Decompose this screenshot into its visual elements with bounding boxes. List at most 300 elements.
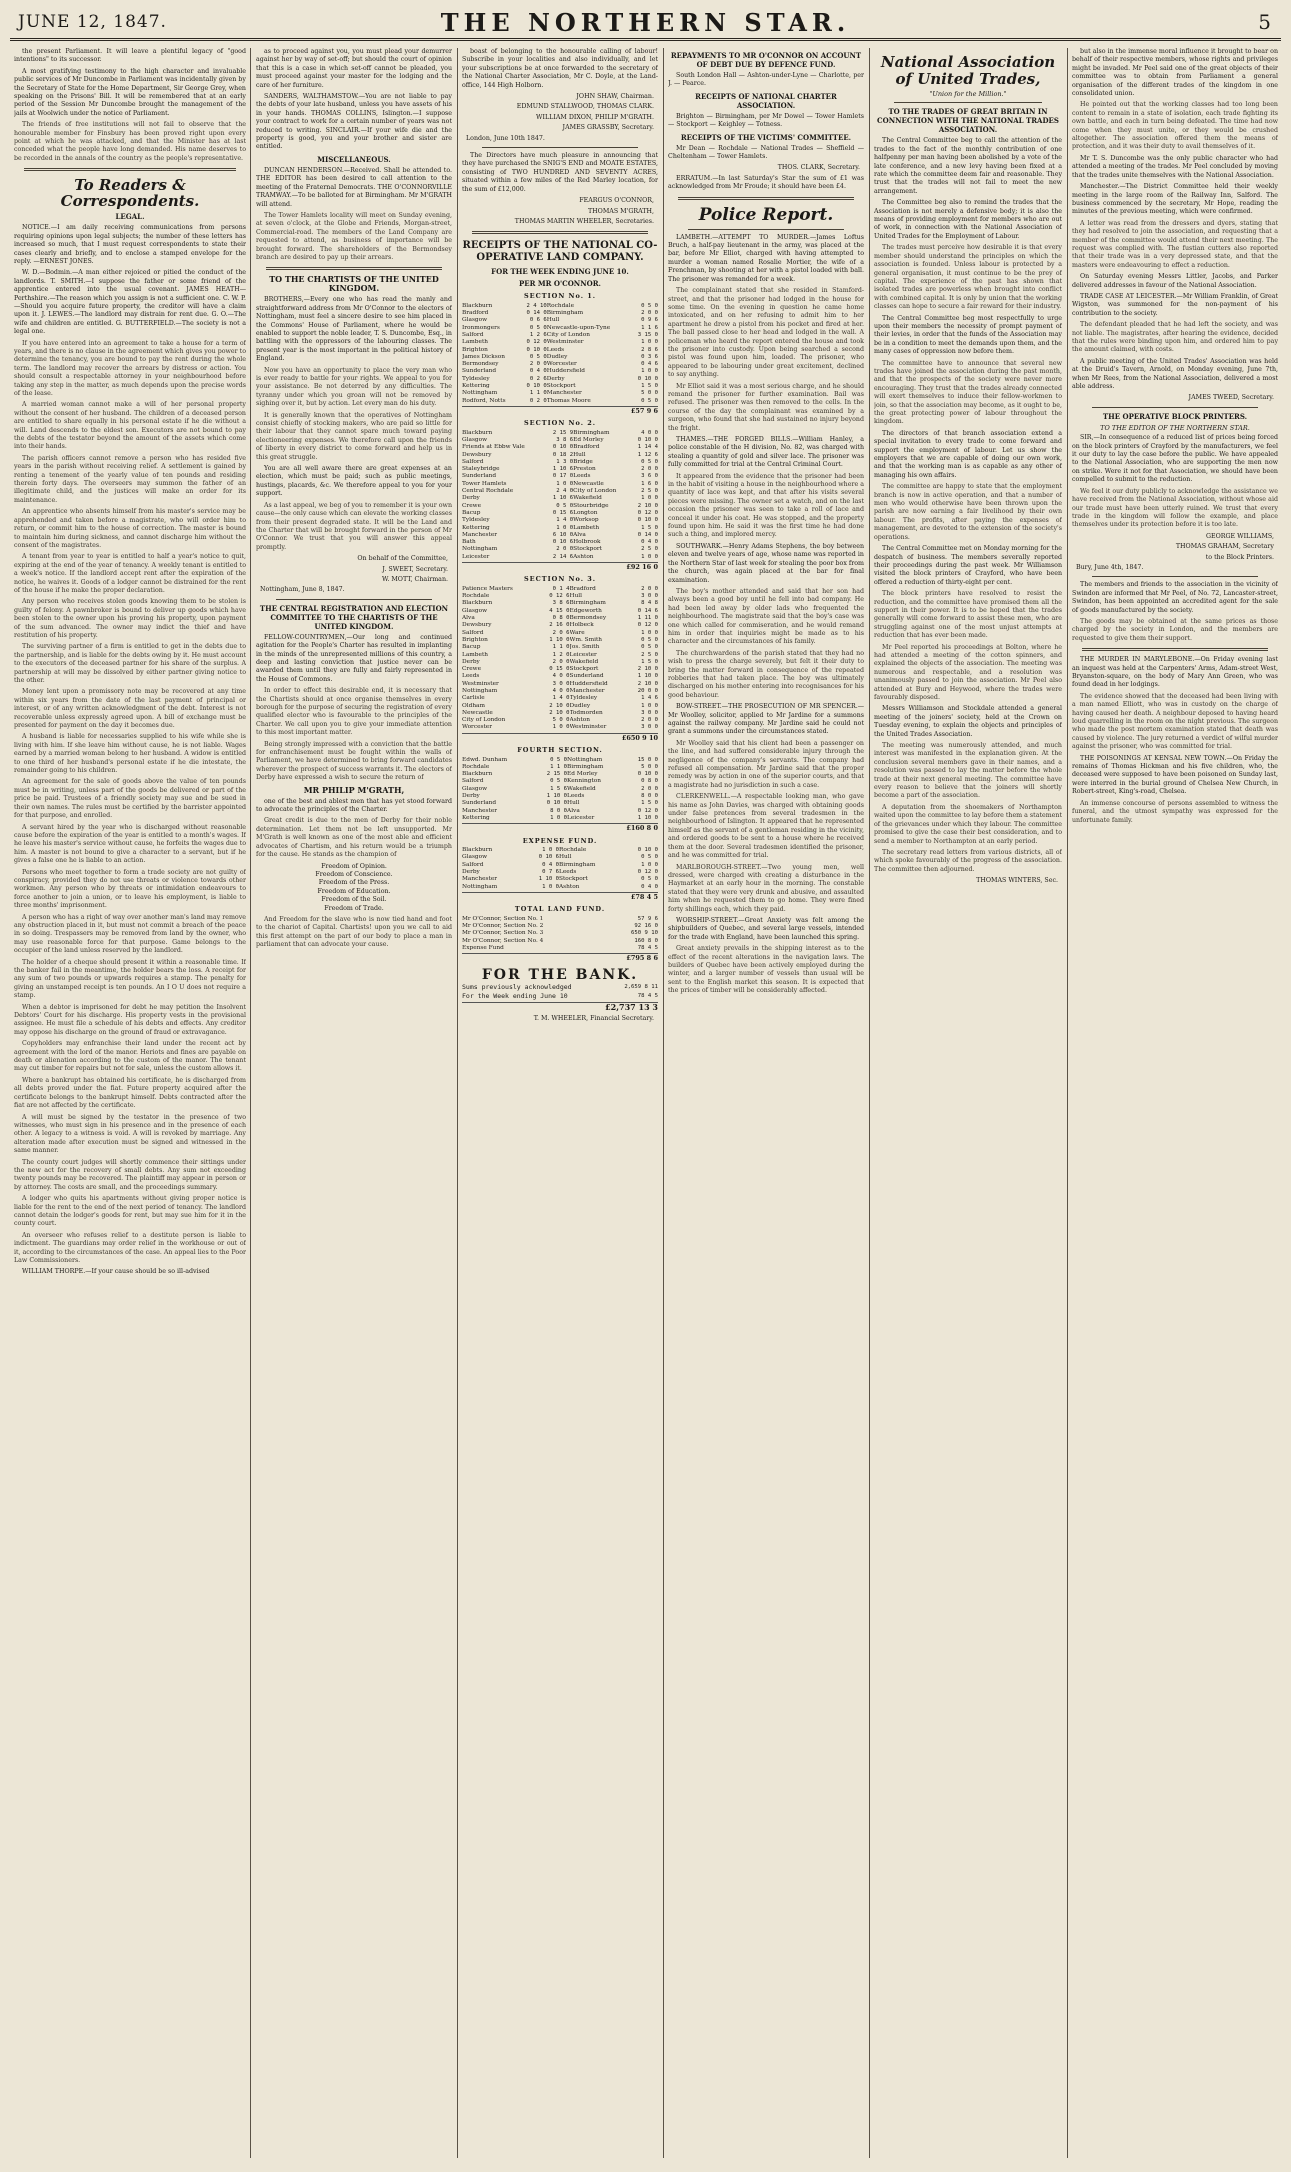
- amount-cell: 1 10 6: [552, 495, 574, 502]
- amount-cell: 1 0 0: [641, 495, 658, 502]
- amount-cell: 20 0 0: [637, 688, 658, 694]
- amount-cell: 2 10 0: [549, 702, 570, 709]
- place-cell: Kettering: [462, 814, 490, 821]
- filler-paragraph: The churchwardens of the parish stated that they had no wish to press the charge severely, but felt it their duty to bring the matter forward in consequence of the repeated robberies that had taken place. The boy was ultimately discharged on his mother entering into recognisances for his good behaviour.: [668, 649, 864, 699]
- section-total: £160 8 0: [462, 823, 658, 832]
- amount-cell: 1 10 0: [538, 876, 559, 883]
- correspondents-heading: To Readers & Correspondents.: [60, 176, 200, 211]
- place-cell: Mr O'Connor, Section No. 3: [462, 930, 544, 937]
- section-heading: SECTION No. 3.: [523, 575, 597, 584]
- freedom-item: Freedom of the Soil.: [321, 896, 387, 904]
- amount-cell: 2 5 0: [641, 651, 658, 658]
- amount-cell: 650 9 10: [631, 930, 658, 937]
- amount-cell: 0 5 0: [641, 397, 658, 404]
- place-cell: Leeds: [546, 346, 565, 353]
- amount-cell: 1 0 0: [641, 339, 658, 346]
- place-cell: Wakefield: [573, 495, 602, 502]
- column-6: [1072, 48, 1278, 2158]
- place-cell: Glasgow: [462, 854, 488, 861]
- amount-cell: 0 10 0: [637, 375, 658, 382]
- expense-row: [462, 854, 658, 861]
- place-cell: Dudley: [546, 353, 568, 360]
- amount-cell: 0 17 0: [552, 473, 574, 480]
- repayments-list: South London Hall — Ashton-under-Lyne — Charlotte, per J. — Pearce.: [668, 72, 864, 88]
- police-report-heading: Police Report.: [698, 204, 834, 225]
- amount-cell: 92 16 0: [634, 922, 658, 929]
- place-cell: Manchester: [462, 876, 498, 883]
- amount-cell: 0 12 0: [637, 868, 658, 875]
- amount-cell: 0 10 6: [552, 539, 574, 546]
- place-cell: Glasgow: [462, 785, 488, 792]
- receipt-row: [462, 398, 658, 405]
- receipt-row: [462, 525, 658, 532]
- amount-cell: 8 0 0: [641, 793, 658, 800]
- receipts-heading: RECEIPTS OF THE NATIONAL CO-OPERATIVE LAND COMPANY.: [462, 240, 658, 264]
- divider: [1092, 576, 1258, 577]
- column-3: [462, 48, 658, 2158]
- amount-cell: 1 0 0: [552, 724, 570, 731]
- receipt-row: [462, 710, 658, 717]
- charter-receipts-list: Brighton — Birmingham, per Mr Dowel — Tower Hamlets — Stockport — Keighley — Totness.: [668, 112, 864, 129]
- signatory: EDMUND STALLWOOD, THOMAS CLARK.: [516, 103, 654, 111]
- section-heading: FOURTH SECTION.: [517, 746, 603, 755]
- signatory: JOHN SHAW, Chairman.: [576, 93, 654, 101]
- trades-signature: THOMAS WINTERS, Sec.: [976, 877, 1058, 885]
- amount-cell: 0 2 6: [529, 375, 547, 382]
- amount-cell: 2 10 0: [549, 709, 570, 716]
- place-cell: Crewe: [462, 666, 482, 673]
- total-row: [462, 930, 658, 937]
- misc-notices: DUNCAN HENDERSON.—Received. Shall be attended to. THE EDITOR has been desired to call attention to the meeting of the Fraternal Democrats. THE O'CONNORVILLE TRAMWAY.—To be balloted for at Birmingham. Mr M'GRATH will attend.: [256, 166, 452, 208]
- receipt-row: [462, 390, 658, 397]
- receipt-row: [462, 554, 658, 561]
- legal-answers: W. D.—Bodmin.—A man either rejoiced or pitied the conduct of the landlords. T. SMITH.—I suppose the father or some friend of the apprentice entered into the usual covenant. JAMES HEATH—Perthshire.—The reason which you assign is not a sufficient one. C. W. P.—Should you acquire future property, the creditor will have a claim upon it. J. LEWES.—The landlord may distrain for rent due. G. O.—The wife and children are entitled. G. BUTTERFIELD.—The society is not a legal one.: [14, 269, 246, 336]
- more-answers: SANDERS, WALTHAMSTOW.—You are not liable to pay the debts of your late husband, unless you have assets of his in your hands. THOMAS COLLINS, Islington.—I suppose your contract to work for a certain number of years was not reduced to writing. SINCLAIR.—If your wife die and the property is good, you and your brother and sister are entitled.: [256, 93, 452, 151]
- place-cell: Glasgow: [462, 436, 488, 443]
- amount-cell: 0 10 6: [538, 854, 559, 861]
- notice-signature: THOMAS M'GRATH,: [587, 207, 654, 215]
- column-4: [668, 48, 864, 2158]
- place-cell: Wm. Smith: [569, 636, 603, 643]
- place-cell: Blackburn: [462, 302, 493, 309]
- place-cell: Blackburn: [462, 847, 493, 854]
- registration-heading: THE CENTRAL REGISTRATION AND ELECTION COMMITTEE TO THE CHARTISTS OF THE UNITED KINGDOM.: [259, 603, 449, 631]
- bank-row: [462, 983, 658, 992]
- place-cell: City of London: [546, 331, 590, 338]
- receipt-row: [462, 600, 658, 607]
- amount-cell: 1 5 0: [641, 800, 658, 807]
- place-cell: Patience Masters: [462, 585, 513, 592]
- amount-cell: 8 0 0: [550, 807, 568, 814]
- receipts-subheading: FOR THE WEEK ENDING JUNE 10.: [491, 267, 629, 277]
- amount-cell: 1 1 0: [552, 644, 570, 651]
- notice-signature: THOMAS MARTIN WHEELER, Secretaries.: [514, 217, 654, 225]
- amount-cell: 1 2 6: [529, 331, 547, 338]
- amount-cell: 2 8 6: [641, 346, 658, 353]
- place-cell: Bath: [462, 539, 476, 546]
- amount-cell: 4 0 0: [641, 429, 658, 436]
- misc-label: MISCELLANEOUS.: [317, 154, 391, 164]
- amount-cell: 0 5 0: [641, 458, 658, 465]
- place-cell: Staleybridge: [462, 466, 500, 473]
- place-cell: Ware: [569, 629, 585, 636]
- amount-cell: 2 5 0: [641, 488, 658, 495]
- amount-cell: 2 0 0: [641, 466, 658, 473]
- amount-cell: 1 0 0: [556, 524, 574, 531]
- place-cell: Wakefield: [569, 658, 599, 665]
- receipt-row: [462, 757, 658, 764]
- receipt-row: [462, 466, 658, 473]
- receipt-row: [462, 452, 658, 459]
- filler-paragraph: A letter was read from the dressers and dyers, stating that they had resolved to join the association, and requesting that a member of the committee would attend their next meeting. The request was complied with. The fustian cutters also reported that their trade was in a very depressed state, and that the masters were endeavouring to effect a reduction.: [1072, 219, 1278, 269]
- amount-cell: 78 4 5: [637, 992, 658, 999]
- printers-signature: to the Block Printers.: [1205, 553, 1274, 561]
- amount-cell: 3 8 6: [552, 600, 570, 607]
- place-cell: Rochdale: [462, 763, 490, 770]
- secretary-signature: JAMES TWEED, Secretary.: [1188, 394, 1274, 402]
- receipt-row: [462, 368, 658, 375]
- filler-paragraph: The evidence showed that the deceased had been living with a man named Elliott, who was in custody on the charge of having caused her death. A neighbour deposed to having heard loud quarrelling in the room on the night previous. The surgeon who made the post mortem examination stated that death was caused by violence. The jury returned a verdict of wilful murder against the prisoner, who was committed for trial.: [1072, 692, 1278, 751]
- filler-paragraph: We feel it our duty publicly to acknowledge the assistance we have received from the National Association, without whose aid our trade must have been utterly ruined. We trust that every trade in the kingdom will follow the example, and place themselves under its protection before it is too late.: [1072, 487, 1278, 529]
- amount-cell: 2 4 10: [526, 302, 547, 309]
- expense-row: [462, 876, 658, 883]
- amount-cell: 2 0 0: [641, 785, 658, 792]
- amount-cell: 0 4 0: [641, 539, 658, 546]
- amount-cell: 3 0 0: [641, 593, 658, 600]
- divider: [688, 229, 844, 230]
- place-cell: Derby: [462, 658, 480, 665]
- amount-cell: 0 12 6: [549, 593, 570, 600]
- amount-cell: 2 0 0: [641, 717, 658, 724]
- section-table: [462, 757, 658, 823]
- receipt-row: [462, 666, 658, 673]
- freedom-item: Freedom of Education.: [317, 887, 391, 895]
- saturday-report: On Saturday evening Messrs Littler, Jacobs, and Parker delivered addresses in favour of the National Association.: [1072, 273, 1278, 289]
- filler-paragraph: It is generally known that the operatives of Nottingham consist chiefly of stocking makers, who are paid so little for their labour that they cannot spare much toward paying electioneering expenses. We therefore call upon the friends of liberty in every district to come forward and help us in this great struggle.: [256, 411, 452, 461]
- section-total: £650 9 10: [462, 733, 658, 742]
- amount-cell: 4 15 0: [549, 607, 570, 614]
- place-cell: Birmingham: [569, 600, 606, 607]
- place-cell: Sunderland: [462, 800, 497, 807]
- place-cell: Friends at Ebbw Vale: [462, 444, 525, 451]
- amount-cell: 2 14 6: [552, 553, 574, 560]
- amount-cell: 0 4 0: [641, 883, 658, 890]
- place-cell: Stourbridge: [573, 502, 609, 509]
- receipt-row: [462, 637, 658, 644]
- place-cell: Lambeth: [462, 651, 489, 658]
- amount-cell: 2 10 0: [637, 502, 658, 509]
- receipt-row: [462, 376, 658, 383]
- receipt-row: [462, 659, 658, 666]
- amount-cell: 1 11 0: [637, 615, 658, 622]
- receipt-row: [462, 339, 658, 346]
- amount-cell: 0 8 0: [552, 615, 570, 622]
- receipt-row: [462, 717, 658, 724]
- receipt-row: [462, 332, 658, 339]
- receipt-row: [462, 793, 658, 800]
- place-cell: Oldham: [462, 702, 486, 709]
- filler-paragraph: It appeared from the evidence that the prisoner had been in the habit of visiting a house in the neighbourhood where a quantity of lace was kept, and that after his visits several pieces were missing. The owner set a watch, and on the last occasion the prisoner was seen to take a roll of lace and conceal it under his coat. He was stopped, and the property found upon him. He said it was the first time he had done such a thing, and implored mercy.: [668, 472, 864, 539]
- place-cell: Westminster: [546, 339, 584, 346]
- amount-cell: 1 10 0: [549, 636, 570, 643]
- place-cell: Newcastle-upon-Tyne: [546, 324, 611, 331]
- victims-heading: RECEIPTS OF THE VICTIMS' COMMITTEE.: [680, 132, 852, 142]
- receipt-row: [462, 652, 658, 659]
- receipt-row: [462, 771, 658, 778]
- amount-cell: 0 7 6: [542, 868, 559, 875]
- divider: [1082, 648, 1268, 651]
- address-expenses: You are all well aware there are great expenses at an election, which must be paid; such as public meetings, hustings, placards, &c. We therefore appeal to you for your support.: [256, 465, 452, 498]
- police-worship-street: WORSHIP-STREET.—Great Anxiety was felt among the shipbuilders of Quebec, and several large vessels, intended for the trade with England, have been launched this spring.: [668, 916, 864, 941]
- police-southwark: SOUTHWARK.—Henry Adams Stephens, the boy between eleven and twelve years of age, whose name was reported in the Northern Star of last week for stealing the poor box from the church, was again placed at the bar for final examination.: [668, 542, 864, 584]
- amount-cell: 3 0 0: [641, 724, 658, 731]
- column-rule: [457, 48, 458, 2158]
- trades-paragraph: The Central Committee met on Monday morning for the despatch of business. The members severally reported their proceedings during the past week. Mr Williamson visited the block printers of Crayford, who have been offered a reduction of thirty-eight per cent.: [874, 545, 1062, 586]
- place-cell: Ashton: [573, 553, 594, 560]
- notice-signature: FEARGUS O'CONNOR,: [579, 197, 654, 205]
- place-cell: Ed Morley: [573, 436, 604, 443]
- amount-cell: 0 12 0: [637, 807, 658, 814]
- place-cell: Huddersfield: [546, 368, 586, 375]
- amount-cell: 5 0 0: [552, 717, 570, 724]
- place-cell: Rochdale: [546, 302, 575, 309]
- place-cell: Dewsbury: [462, 451, 492, 458]
- divider: [24, 168, 236, 171]
- place-cell: Worksop: [573, 517, 599, 524]
- place-cell: Ashton: [569, 717, 590, 724]
- filler-paragraph: When a debtor is imprisoned for debt he may petition the Insolvent Debtors' Court for his discharge. His property vests in the provisional assignee. He must file a schedule of his debts and effects. Any creditor may oppose his discharge on the ground of fraud or extravagance.: [14, 1003, 246, 1036]
- amount-cell: 1 0 0: [641, 861, 658, 868]
- swindon-notice: The members and friends to the association in the vicinity of Swindon are informed that Mr Peel, of No. 72, Lancaster-street, Swindon, has been appointed an accredited agent for the sale of goods manufactured by the society.: [1072, 581, 1278, 614]
- amount-cell: 0 5 0: [550, 778, 568, 785]
- column-rule: [1067, 48, 1068, 2158]
- place-cell: Sunderland: [462, 368, 497, 375]
- place-cell: Salford: [462, 458, 484, 465]
- trades-paragraph: Messrs Williamson and Stockdale attended a general meeting of the joiners' society, held at the Crown on Tuesday evening, to explain the objects and principles of the United Trades Association.: [874, 705, 1062, 738]
- amount-cell: 2 0 0: [556, 546, 574, 553]
- place-cell: Blackburn: [462, 771, 493, 778]
- amount-cell: 160 8 0: [634, 937, 658, 944]
- amount-cell: 1 0 0: [542, 883, 559, 890]
- place-cell: Bermondsey: [569, 615, 607, 622]
- signatory: WILLIAM DIXON, PHILIP M'GRATH.: [536, 113, 654, 121]
- signatory: London, June 10th 1847.: [466, 134, 545, 142]
- intro-paragraph: the present Parliament. It will leave a plentiful legacy of "good intentions" to its successor.: [14, 48, 246, 64]
- filler-paragraph: As a last appeal, we beg of you to remember it is your own cause—the only cause which can elevate the working classes from their present degraded state. It will be the Land and the Charter that will be brought forward in the person of Mr O'Connor. We trust that you will answer this appeal promptly.: [256, 501, 452, 551]
- place-cell: Preston: [573, 466, 596, 473]
- amount-cell: 2 0 0: [641, 585, 658, 592]
- place-cell: Alva: [567, 807, 580, 814]
- place-cell: Wakefield: [567, 785, 596, 792]
- filler-paragraph: Any person who receives stolen goods knowing them to be stolen is guilty of felony. A pawnbroker is bound to deliver up goods which have been stolen to the owner upon his proving his property, upon payment of the sum advanced. The owner may indict the thief and have restitution of his property.: [14, 598, 246, 639]
- filler-paragraph: The trades must perceive how desirable it is that every member should understand the principles on which the association is founded. Unless labour is protected by a general organisation, it must continue to be the prey of capital. The experience of the past has shown that isolated trades are powerless when brought into conflict with combined capital. It is only by union that the working classes can hope to secure a fair reward for their industry.: [874, 244, 1062, 311]
- freedom-item: Freedom of Opinion.: [321, 862, 387, 870]
- place-cell: Birmingham: [546, 310, 584, 317]
- filler-paragraph: Money lent upon a promissory note may be recovered at any time within six years from the date of the last payment of principal or interest, or of any written acknowledgment of the debt. Interest is not recoverable unless expressly agreed upon. A bill of exchange must be presented for payment on the day it becomes due.: [14, 688, 246, 730]
- section-table: [462, 586, 658, 732]
- amount-cell: 2,659 8 11: [624, 983, 658, 990]
- receipt-row: [462, 586, 658, 593]
- amount-cell: 0 14 0: [637, 531, 658, 538]
- amount-cell: 0 5 0: [641, 644, 658, 651]
- place-cell: Derby: [462, 793, 480, 800]
- address-body: BROTHERS,—Every one who has read the manly and straightforward address from Mr O'Connor to the electors of Nottingham, must feel a sincere desire to see him placed in the Commons' House of Parliament, where he would be enabled to support the noble leader, T. S. Duncombe, Esq., in battling with the oppressors of the labouring classes. The present year is the most important in the political history of England.: [256, 296, 452, 363]
- amount-cell: 1 0 0: [641, 702, 658, 709]
- amount-cell: 5 0 0: [641, 763, 658, 770]
- expense-total: £78 4 5: [462, 892, 658, 901]
- amount-cell: 2 4 0: [556, 488, 574, 495]
- place-cell: Manchester: [462, 807, 498, 814]
- place-cell: Todmorden: [569, 709, 603, 716]
- erratum: ERRATUM.—In last Saturday's Star the sum of £1 was acknowledged from Mr Froude; it should have been £4.: [668, 174, 864, 191]
- filler-paragraph: A tenant from year to year is entitled to half a year's notice to quit, expiring at the end of the year of tenancy. A weekly tenant is entitled to a week's notice. If the landlord accept rent after the expiration of the notice, he waives it. Goods of a lodger cannot be distrained for the rent of the house if he make the proper declaration.: [14, 553, 246, 594]
- amount-cell: 0 15 6: [552, 509, 574, 516]
- bank-table: [462, 983, 658, 1001]
- amount-cell: 1 10 6: [552, 466, 574, 473]
- place-cell: Leeds: [462, 673, 480, 680]
- legal-notice: NOTICE.—I am daily receiving communications from persons requiring opinions upon legal subjects; the number of these letters has increased so much, that I must request correspondents to state their cases clearly and briefly, and to enclose a stamped envelope for the reply. —ERNEST JONES.: [14, 224, 246, 265]
- amount-cell: 0 5 0: [641, 302, 658, 309]
- amount-cell: 1 10 0: [637, 673, 658, 680]
- place-cell: Stockport: [558, 876, 588, 883]
- columns: [10, 48, 1281, 2158]
- amount-cell: 1 0 0: [641, 553, 658, 560]
- amount-cell: 1 4 6: [641, 695, 658, 702]
- amount-cell: 0 12 0: [637, 509, 658, 516]
- place-cell: Rochdale: [558, 847, 587, 854]
- divider: [678, 197, 854, 200]
- total-row: [462, 923, 658, 930]
- kensal-report: THE POISONINGS AT KENSAL NEW TOWN.—On Friday the remains of Thomas Hickman and his five children, who, the deceased were supposed to have been poisoned on Sunday last, were interred in the burial ground of Chelsea New Church, in Robert-street, King's-road, Chelsea.: [1072, 754, 1278, 796]
- filler-paragraph: A will must be signed by the testator in the presence of two witnesses, who must sign in his presence and in the presence of each other. A legacy to a witness is void. A will is revoked by marriage. Any alteration made after execution must be signed and witnessed in the same manner.: [14, 1113, 246, 1155]
- filler-paragraph: The block printers have resolved to resist the reduction, and the committee have promised them all the support in their power. It is to be hoped that the trades generally will come forward to assist these men, who are struggling against one of the most unjust attempts at reduction that has ever been made.: [874, 590, 1062, 640]
- newspaper-title: THE NORTHERN STAR.: [440, 8, 851, 37]
- place-cell: Nottingham: [462, 390, 498, 397]
- place-cell: Huddersfield: [569, 680, 608, 687]
- place-cell: Salford: [462, 629, 484, 636]
- filler-paragraph: Where a bankrupt has obtained his certificate, he is discharged from all debts proved under the fiat. Future property acquired after the certificate belongs to the bankrupt himself. Debts contracted after the fiat are not affected by the certificate.: [14, 1076, 246, 1110]
- amount-cell: 1 5 0: [641, 524, 658, 531]
- amount-cell: 0 12 0: [526, 339, 547, 346]
- place-cell: Tyldesley: [462, 517, 490, 524]
- place-cell: Kennington: [567, 778, 601, 785]
- filler-paragraph: A married woman cannot make a will of her personal property without the consent of her husband. The children of a deceased person are entitled to share equally in his personal estate if he die without a will. Land descends to the eldest son. Executors are not bound to pay the debts of the testator beyond the amount of the assets which come into their hands.: [14, 401, 246, 451]
- totals-heading: TOTAL LAND FUND.: [514, 905, 606, 914]
- receipt-row: [462, 325, 658, 332]
- place-cell: Stockport: [546, 382, 576, 389]
- place-cell: Jos. Smith: [569, 644, 600, 651]
- place-cell: Holbrook: [573, 539, 601, 546]
- place-cell: City of London: [573, 488, 617, 495]
- place-cell: Westminster: [462, 680, 499, 687]
- amount-cell: 1 4 0: [556, 517, 574, 524]
- amount-cell: 1 4 0: [552, 695, 570, 702]
- estate-notice: The Directors have much pleasure in announcing that they have purchased the SNIG'S END and MOATE ESTATES, consisting of TWO HUNDRED AND SEVENTY ACRES, situated within a few miles of the Red Marley location, for the sum of £12,000.: [462, 152, 658, 193]
- receipt-sections: [462, 292, 658, 832]
- place-cell: Edgeworth: [569, 607, 602, 614]
- answer-continued: as to proceed against you, you must plead your demurrer against her by way of set-off; but should the court of opinion that this is a case in which set-off cannot be pleaded, you must proceed against your master for the lodging and the care of her furniture.: [256, 48, 452, 89]
- murder-report: THE MURDER IN MARYLEBONE.—On Friday evening last an inquest was held at the Carpenters' Arms, Adam-street West, Bryanston-square, on the body of Mary Ann Green, who was found dead in her lodgings.: [1072, 656, 1278, 689]
- section-total: £92 16 0: [462, 562, 658, 571]
- place-cell: Rodford, Notts: [462, 397, 506, 404]
- receipt-row: [462, 437, 658, 444]
- filler-paragraph: If you have entered into an agreement to take a house for a term of years, and there is no clause in the agreement which gives you power to determine the tenancy, you are bound to pay the rent during the whole term. The landlord may recover the arrears by distress or action. You should consult a respectable attorney in your neighbourhood before taking any step in the matter, as much depends upon the precise words of the lease.: [14, 339, 246, 397]
- amount-cell: 1 10 0: [637, 814, 658, 821]
- total-row: [462, 938, 658, 945]
- filler-paragraph: He pointed out that the working classes had too long been content to remain in a state of isolation, each trade fighting its own battle, and each in turn being defeated. The time had now come when they must unite, or they would be crushed altogether. The association offered them the means of protection, and it was their duty to avail themselves of it.: [1072, 101, 1278, 151]
- amount-cell: 0 12 0: [637, 622, 658, 629]
- place-cell: Ironmongers: [462, 324, 500, 331]
- place-cell: Bacup: [462, 644, 481, 651]
- place-cell: Birmingham: [573, 429, 610, 436]
- place-cell: Worcester: [546, 361, 577, 368]
- place-cell: Newcastle: [462, 709, 493, 716]
- place-cell: Bradford: [573, 444, 600, 451]
- amount-cell: 1 10 0: [546, 793, 568, 800]
- amount-cell: 1 1 6: [641, 324, 658, 331]
- masthead: [10, 8, 1281, 41]
- amount-cell: 3 0 0: [552, 680, 570, 687]
- police-bowstreet: BOW-STREET.—THE PROSECUTION OF MR SPENCER.—Mr Woolley, solicitor, applied to Mr Jardine for a summons against the railway company. Mr Jardine said he could not grant a summons under the circumstances stated.: [668, 703, 864, 736]
- trades-paragraph: The directors of that branch association extend a special invitation to every trade to come forward and support the employment of labour. Let us show the employers that we are capable of doing our own work, and that the working man is as capable as any other of managing his own affairs.: [874, 429, 1062, 479]
- trades-address-heading: TO THE TRADES OF GREAT BRITAIN IN CONNECTION WITH THE NATIONAL TRADES ASSOCIATION.: [877, 107, 1059, 135]
- expense-row: [462, 869, 658, 876]
- trades-paragraph: The Central Committee beg to call the attention of the trades to the fact of the monthly contribution of one halfpenny per man having been abolished by a vote of the late conference, and a new levy having been fixed at a rate which the committee deem fair and reasonable. They trust that the trades will not fail to meet the new arrangement.: [874, 137, 1062, 195]
- amount-cell: 2 5 0: [641, 546, 658, 553]
- place-cell: City of London: [462, 717, 506, 724]
- amount-cell: 0 5 0: [641, 876, 658, 883]
- filler-paragraph: And Freedom for the slave who is now tied hand and foot to the chariot of Capital. Chartists! upon you we call to aid this first attempt on the part of our body to place a man in parliament that can advocate your cause.: [256, 915, 452, 949]
- place-cell: Alva: [462, 615, 475, 622]
- amount-cell: 0 10 0: [526, 382, 547, 389]
- amount-cell: 0 10 0: [637, 517, 658, 524]
- printers-salutation: TO THE EDITOR OF THE NORTHERN STAR.: [1100, 423, 1250, 432]
- amount-cell: 1 5 0: [641, 658, 658, 665]
- amount-cell: 2 0 6: [552, 629, 570, 636]
- place-cell: Tyldesley: [462, 375, 490, 382]
- subscription-appeal: boast of belonging to the honourable calling of labour! Subscribe in your localities and also individually, and let your subscriptions be at once forwarded to the secretary of the National Charter Association, Mr C. Doyle, at the Land-office, 144 High Holborn.: [462, 48, 658, 89]
- candidate-name: MR PHILIP M'GRATH,: [303, 784, 405, 795]
- place-cell: Lambeth: [573, 524, 600, 531]
- place-cell: Glasgow: [462, 607, 488, 614]
- filler-paragraph: Persons who meet together to form a trade society are not guilty of conspiracy, provided they do not use threats or violence towards other workmen. Any person who by threats or intimidation endeavours to force another to join a union, or to leave his employment, is liable to three months' imprisonment.: [14, 868, 246, 910]
- amount-cell: 0 4 6: [641, 361, 658, 368]
- place-cell: Stockport: [569, 666, 599, 673]
- place-cell: Salford: [462, 861, 484, 868]
- place-cell: Salford: [462, 331, 484, 338]
- place-cell: Brighton: [462, 636, 488, 643]
- amount-cell: 5 0 0: [641, 390, 658, 397]
- place-cell: Mr O'Connor, Section No. 4: [462, 937, 544, 944]
- section-heading: SECTION No. 1.: [523, 292, 597, 301]
- filler-paragraph: Copyholders may enfranchise their land under the recent act by agreement with the lord of the manor. Heriots and fines are payable on death or alienation according to the custom of the manor. The tenant may cut timber for repairs but not for sale, unless the custom allows it.: [14, 1040, 246, 1073]
- place-cell: Expense Fund: [462, 944, 504, 951]
- place-cell: Hull: [567, 800, 580, 807]
- place-cell: Manchester: [462, 531, 498, 538]
- place-cell: Longton: [573, 509, 598, 516]
- place-cell: Bermondsey: [462, 361, 499, 368]
- trades-continued: but also in the immense moral influence it brought to bear on behalf of their respective members, whose rights and privileges might be invaded. Mr Peel said one of the great objects of their committee was to obtain from Parliament a general organisation of the different trades of the kingdom in one consolidated union.: [1072, 48, 1278, 98]
- amount-cell: 0 10 0: [637, 436, 658, 443]
- filler-paragraph: The holder of a cheque should present it within a reasonable time. If the banker fail in the meantime, the holder bears the loss. A receipt for any sum of two pounds or upwards requires a stamp. The penalty for giving an unstamped receipt is ten pounds. An I O U does not require a stamp.: [14, 958, 246, 1000]
- amount-cell: 4 0 0: [552, 688, 570, 694]
- receipt-row: [462, 317, 658, 324]
- place-cell: Tyldesley: [569, 695, 598, 702]
- filler-paragraph: Great credit is due to the men of Derby for their noble determination. Let them not be left unsupported. Mr M'Grath is well known as one of the most able and efficient advocates of Chartism, and his return would be a triumph for the cause. He stands as the champion of: [256, 817, 452, 859]
- filler-paragraph: Mr Woolley said that his client had been a passenger on the line, and had suffered considerable injury through the negligence of the company's servants. The company had refused all compensation. Mr Jardine said that the proper remedy was by action in one of the superior courts, and that a magistrate had no jurisdiction in such a case.: [668, 739, 864, 789]
- filler-paragraph: The secretary read letters from various districts, all of which spoke favourably of the progress of the association. The committee then adjourned.: [874, 848, 1062, 873]
- place-cell: Derby: [462, 868, 480, 875]
